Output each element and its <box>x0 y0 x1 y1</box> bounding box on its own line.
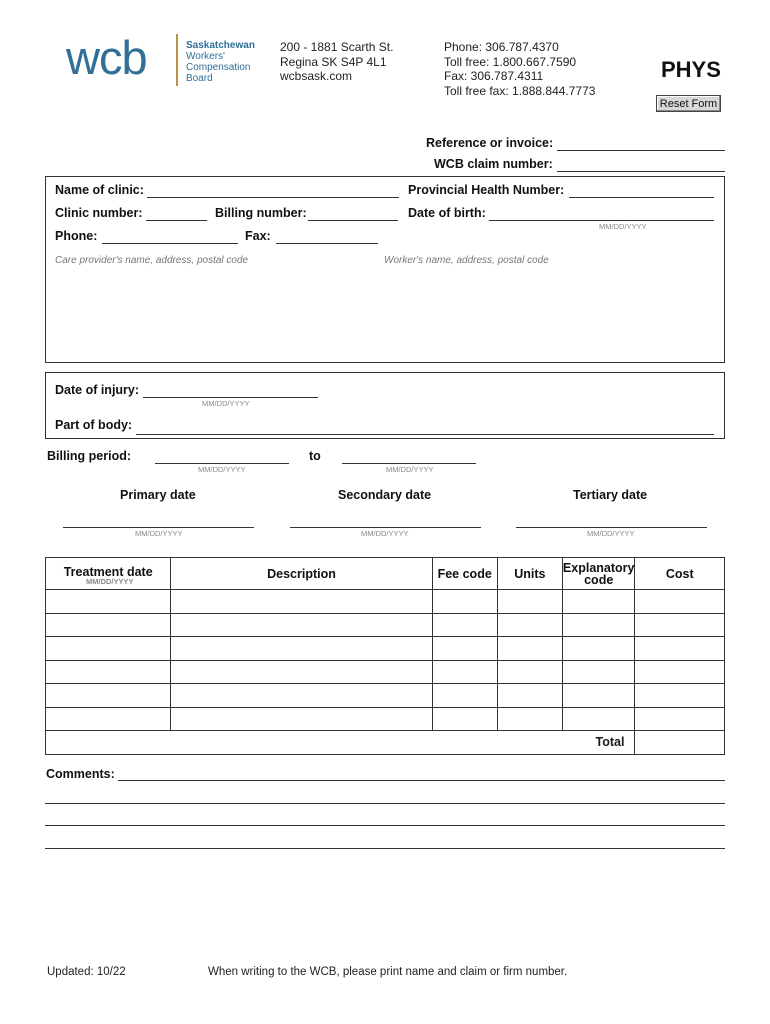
worker-hint: Worker's name, address, postal code <box>384 255 549 266</box>
description-cell[interactable] <box>171 707 432 731</box>
treatment-date-cell[interactable] <box>46 707 171 731</box>
billing-number-label: Billing number: <box>215 206 307 220</box>
explanatory-code-cell[interactable] <box>562 637 635 661</box>
cost-cell[interactable] <box>635 707 725 731</box>
col-cost: Cost <box>635 558 725 590</box>
reset-form-button[interactable]: Reset Form <box>656 95 721 112</box>
fee-code-cell[interactable] <box>432 684 497 708</box>
primary-date-field[interactable] <box>63 527 254 528</box>
clinic-name-field[interactable] <box>147 197 399 198</box>
units-cell[interactable] <box>497 637 562 661</box>
treatment-date-cell[interactable] <box>46 590 171 614</box>
fee-code-cell[interactable] <box>432 613 497 637</box>
care-provider-hint: Care provider's name, address, postal code <box>55 255 249 266</box>
contact-toll-free-fax: Toll free fax: 1.888.844.7773 <box>444 83 596 98</box>
units-cell[interactable] <box>497 684 562 708</box>
treatment-date-cell[interactable] <box>46 613 171 637</box>
clinic-number-field[interactable] <box>146 220 207 221</box>
secondary-date-label: Secondary date <box>338 488 432 502</box>
clinic-name-label: Name of clinic: <box>55 183 144 197</box>
injury-box <box>45 372 725 439</box>
treatment-date-cell[interactable] <box>46 660 171 684</box>
table-row <box>46 684 725 708</box>
fee-code-cell[interactable] <box>432 707 497 731</box>
clinic-number-label: Clinic number: <box>55 206 143 220</box>
care-provider-field[interactable] <box>55 268 375 358</box>
treatment-date-hint: MM/DD/YYYY <box>86 577 134 586</box>
col-description: Description <box>171 558 432 590</box>
address-city: Regina SK S4P 4L1 <box>280 54 387 69</box>
dob-label: Date of birth: <box>408 206 486 220</box>
billing-to-label: to <box>309 449 321 463</box>
cost-cell[interactable] <box>635 684 725 708</box>
phn-field[interactable] <box>569 197 714 198</box>
phn-label: Provincial Health Number: <box>408 183 565 197</box>
fee-code-cell[interactable] <box>432 590 497 614</box>
wcb-logo <box>66 31 256 90</box>
injury-date-field[interactable] <box>143 397 318 398</box>
description-cell[interactable] <box>171 637 432 661</box>
contact-fax: Fax: 306.787.4311 <box>444 69 544 83</box>
address-street: 200 - 1881 Scarth St. <box>280 40 394 54</box>
cost-cell[interactable] <box>635 660 725 684</box>
claim-number-label: WCB claim number: <box>434 157 553 171</box>
billing-period-label: Billing period: <box>47 449 132 463</box>
fax-field[interactable] <box>276 243 378 244</box>
address-website: wcbsask.com <box>280 69 353 83</box>
units-cell[interactable] <box>497 613 562 637</box>
fee-code-cell[interactable] <box>432 637 497 661</box>
tertiary-date-field[interactable] <box>516 527 707 528</box>
explanatory-code-cell[interactable] <box>562 613 635 637</box>
billing-to-field[interactable] <box>342 463 476 464</box>
units-cell[interactable] <box>497 660 562 684</box>
comments-line-1[interactable] <box>118 780 725 781</box>
fee-code-cell[interactable] <box>432 660 497 684</box>
description-cell[interactable] <box>171 590 432 614</box>
table-row <box>46 590 725 614</box>
claim-number-field[interactable] <box>557 171 725 172</box>
logo-wordmark: wcb <box>66 31 147 84</box>
table-row <box>46 637 725 661</box>
billing-to-hint: MM/DD/YYYY <box>386 465 434 474</box>
table-header-row <box>46 558 725 590</box>
comments-line-3[interactable] <box>45 825 725 826</box>
explanatory-code-cell[interactable] <box>562 660 635 684</box>
cost-cell[interactable] <box>635 613 725 637</box>
logo-org-name: Saskatchewan Workers' Compensation Board <box>186 40 255 84</box>
reference-label: Reference or invoice: <box>426 136 554 150</box>
tertiary-date-label: Tertiary date <box>573 488 648 502</box>
phone-label: Phone: <box>55 229 98 243</box>
billing-from-field[interactable] <box>155 463 289 464</box>
contact-toll-free: Toll free: 1.800.667.7590 <box>444 54 577 69</box>
billing-number-field[interactable] <box>308 220 398 221</box>
explanatory-code-cell[interactable] <box>562 684 635 708</box>
col-fee-code: Fee code <box>432 558 497 590</box>
secondary-date-field[interactable] <box>290 527 481 528</box>
treatment-table <box>45 557 725 755</box>
description-cell[interactable] <box>171 684 432 708</box>
phone-field[interactable] <box>102 243 238 244</box>
units-cell[interactable] <box>497 590 562 614</box>
primary-date-hint: MM/DD/YYYY <box>135 529 183 538</box>
body-part-label: Part of body: <box>55 418 133 432</box>
total-row <box>46 731 725 755</box>
col-explanatory-code: Explanatory code <box>562 558 635 590</box>
table-row <box>46 613 725 637</box>
form-code: PHYS <box>661 57 721 82</box>
body-part-field[interactable] <box>136 434 714 435</box>
col-units: Units <box>497 558 562 590</box>
treatment-date-cell[interactable] <box>46 637 171 661</box>
billing-from-hint: MM/DD/YYYY <box>198 465 246 474</box>
comments-line-4[interactable] <box>45 848 725 849</box>
total-label: Total <box>595 735 625 750</box>
injury-date-label: Date of injury: <box>55 383 140 397</box>
fax-label: Fax: <box>245 229 271 243</box>
table-row <box>46 660 725 684</box>
explanatory-code-cell[interactable] <box>562 590 635 614</box>
logo-divider <box>176 34 178 86</box>
primary-date-label: Primary date <box>120 488 196 502</box>
comments-line-2[interactable] <box>45 803 725 804</box>
dob-field[interactable] <box>489 220 714 221</box>
reference-field[interactable] <box>557 150 725 151</box>
comments-label: Comments: <box>46 767 115 781</box>
total-label-cell <box>46 731 635 755</box>
footer-updated: Updated: 10/22 <box>47 966 126 978</box>
injury-date-hint: MM/DD/YYYY <box>202 399 250 408</box>
explanatory-code-cell[interactable] <box>562 707 635 731</box>
address-block <box>280 40 393 84</box>
dob-hint: MM/DD/YYYY <box>599 222 647 231</box>
worker-field[interactable] <box>384 268 714 358</box>
description-cell[interactable] <box>171 660 432 684</box>
units-cell[interactable] <box>497 707 562 731</box>
total-cost-cell[interactable] <box>635 731 725 755</box>
cost-cell[interactable] <box>635 637 725 661</box>
description-cell[interactable] <box>171 613 432 637</box>
table-row <box>46 707 725 731</box>
footer-note: When writing to the WCB, please print name and claim or firm number. <box>208 966 568 978</box>
contact-phone: Phone: 306.787.4370 <box>444 40 559 54</box>
treatment-date-cell[interactable] <box>46 684 171 708</box>
contact-block <box>444 40 595 98</box>
cost-cell[interactable] <box>635 590 725 614</box>
tertiary-date-hint: MM/DD/YYYY <box>587 529 635 538</box>
secondary-date-hint: MM/DD/YYYY <box>361 529 409 538</box>
col-treatment-date: Treatment date MM/DD/YYYY <box>46 558 171 590</box>
